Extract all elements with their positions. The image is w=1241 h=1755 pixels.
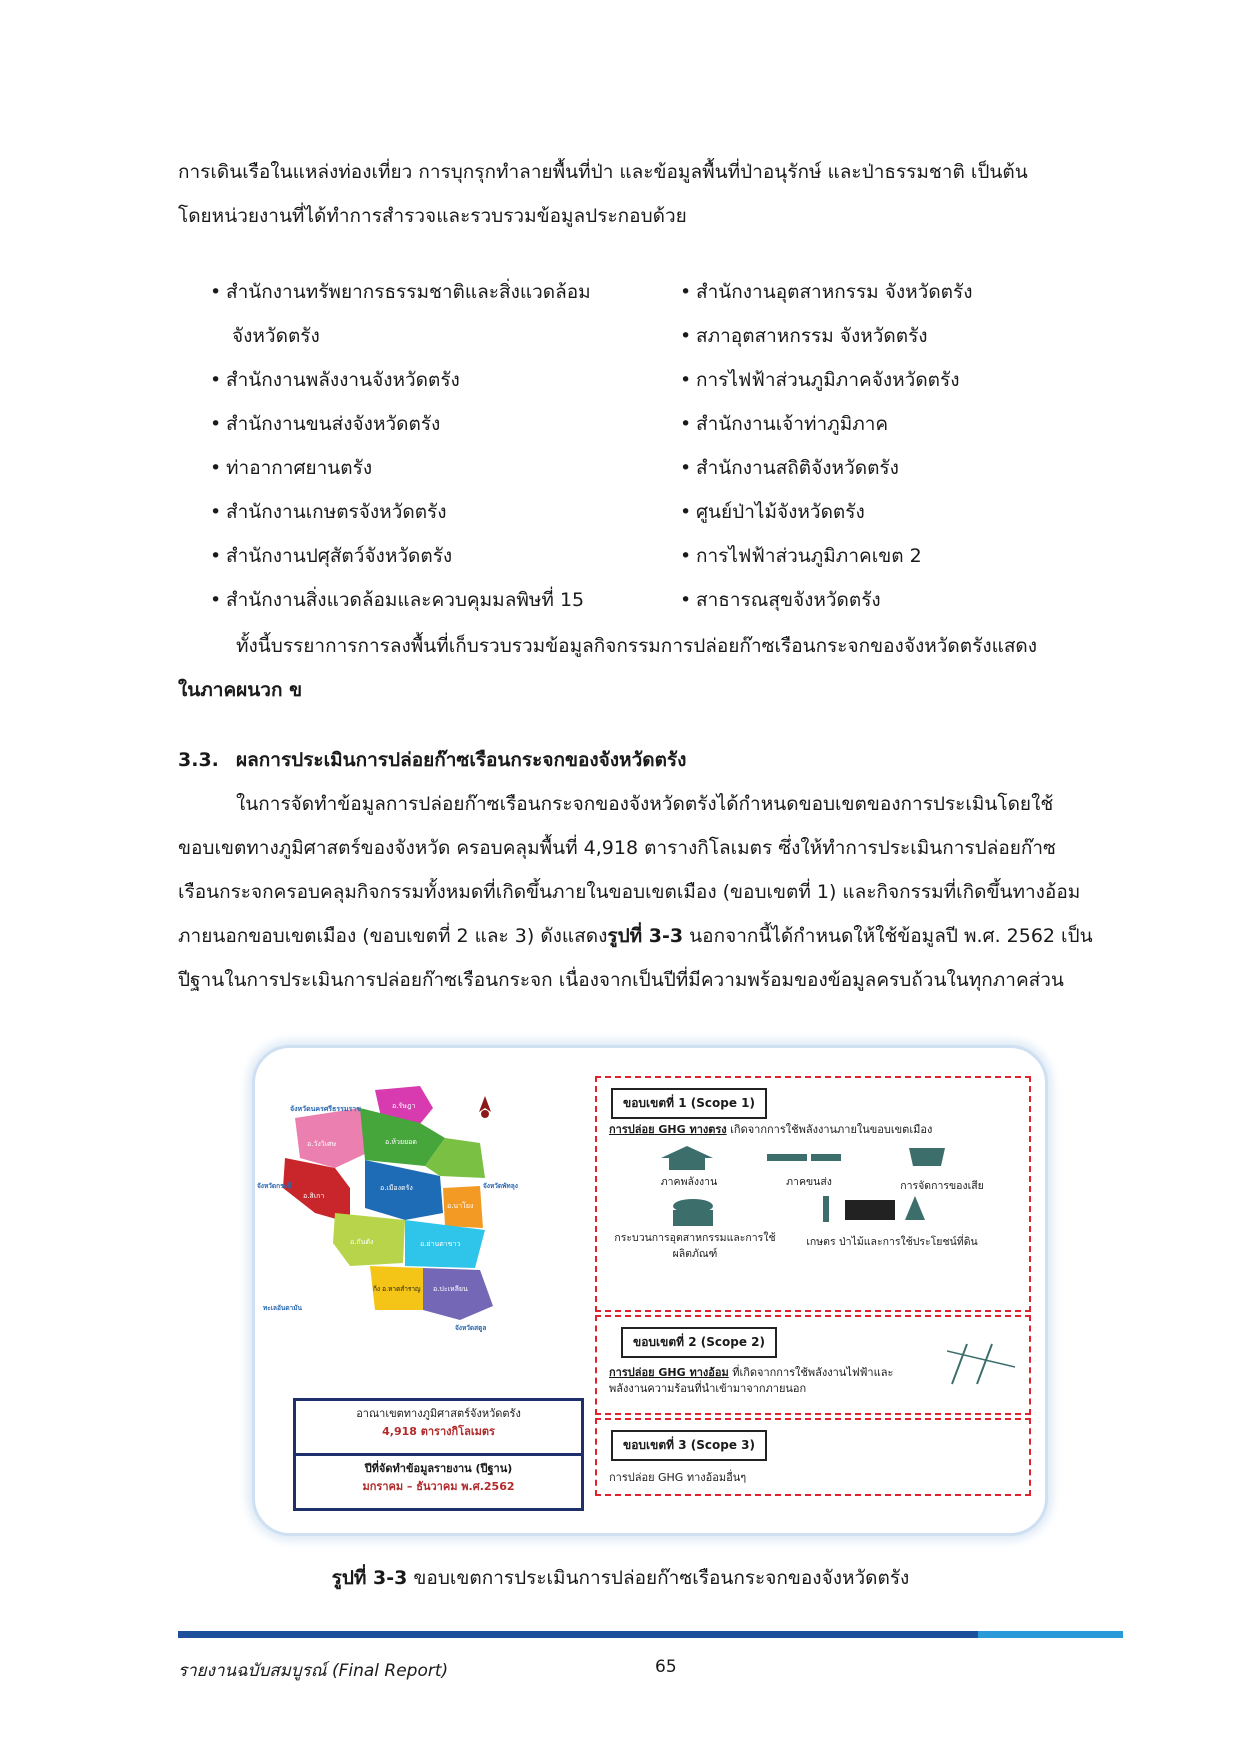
- scope-2-tag: ขอบเขตที่ 2 (Scope 2): [621, 1327, 777, 1358]
- caption-text: ขอบเขตการประเมินการปล่อยก๊าซเรือนกระจกของจังหวัดตรัง: [407, 1567, 910, 1589]
- body-paragraph: [178, 782, 1123, 1002]
- intro-line-1: การเดินเรือในแหล่งท่องเที่ยว การบุกรุกทำลายพื้นที่ป่า และข้อมูลพื้นที่ป่าอนุรักษ์ และป่าธรรมชาติ เป็นต้น: [178, 161, 1028, 183]
- sector-industry: กระบวนการอุตสาหกรรมและการใช้ผลิตภัณฑ์: [614, 1232, 776, 1260]
- map-label-district: อ.วังวิเศษ: [307, 1140, 337, 1148]
- agency-item: • สำนักงานอุตสาหกรรม จังหวัดตรัง: [680, 270, 1130, 314]
- agency-item: • สภาอุตสาหกรรม จังหวัดตรัง: [680, 314, 1130, 358]
- agency-item: • สำนักงานสิ่งแวดล้อมและควบคุมมลพิษที่ 15: [210, 578, 660, 622]
- map-label-west: จังหวัดกระบี่: [257, 1182, 292, 1190]
- scope-figure: [252, 1045, 1048, 1536]
- agency-item-continuation: จังหวัดตรัง: [232, 325, 320, 347]
- agency-item: • สำนักงานเกษตรจังหวัดตรัง: [210, 490, 660, 534]
- area-value: 4,918 ตารางกิโลเมตร: [382, 1425, 495, 1438]
- power-line-icon: [947, 1339, 1017, 1389]
- footer-report-title: รายงานฉบับสมบูรณ์ (Final Report): [178, 1661, 449, 1681]
- agency-item: • สำนักงานขนส่งจังหวัดตรัง: [210, 402, 660, 446]
- footer-rule-accent: [978, 1631, 1123, 1638]
- map-label-sea: ทะเลอันดามัน: [263, 1304, 302, 1312]
- map-label-district: อ.ห้วยยอด: [385, 1138, 417, 1146]
- body-line-4a: ภายนอกขอบเขตเมือง (ขอบเขตที่ 2 และ 3) ดังแสดง: [178, 925, 608, 947]
- caption-number: รูปที่ 3-3: [331, 1567, 408, 1589]
- sector-waste: การจัดการของเสีย: [900, 1180, 984, 1192]
- agency-item: • ท่าอากาศยานตรัง: [210, 446, 660, 490]
- scope-1-tag: ขอบเขตที่ 1 (Scope 1): [611, 1088, 767, 1119]
- agency-item: • ศูนย์ป่าไม้จังหวัดตรัง: [680, 490, 1130, 534]
- district-sikao: [283, 1158, 350, 1223]
- base-year-box: [293, 1453, 584, 1511]
- map-label-north: จังหวัดนครศรีธรรมราช: [290, 1105, 361, 1113]
- scope-1-description: [609, 1122, 932, 1138]
- map-label-district: อ.นาโยง: [447, 1202, 474, 1210]
- annex-reference: ในภาคผนวก ข: [178, 679, 303, 701]
- figure-reference: รูปที่ 3-3: [607, 925, 684, 947]
- footer-rule: [178, 1631, 978, 1638]
- agency-column-right: [680, 270, 1130, 622]
- base-year-value: มกราคม – ธันวาคม พ.ศ.2562: [362, 1480, 515, 1493]
- section-title: ผลการประเมินการปล่อยก๊าซเรือนกระจกของจังหวัดตรัง: [236, 749, 687, 771]
- agency-item: • สำนักงานทรัพยากรธรรมชาติและสิ่งแวดล้อม: [210, 270, 660, 314]
- intro-paragraph: [178, 150, 1123, 238]
- map-label-district: อ.ปะเหลียน: [433, 1285, 468, 1293]
- section-number: 3.3.: [178, 749, 219, 771]
- scope-3-box: [595, 1418, 1031, 1496]
- scope-2-text-line-2: พลังงานความร้อนที่นำเข้ามาจากภายนอก: [609, 1382, 807, 1395]
- sector-afolu: เกษตร ป่าไม้และการใช้ประโยชน์ที่ดิน: [806, 1236, 978, 1248]
- agriculture-icon: [815, 1192, 945, 1226]
- district-wang-wiset: [295, 1108, 367, 1168]
- annex-line-1: ทั้งนี้บรรยาการการลงพื้นที่เก็บรวบรวมข้อมูลกิจกรรมการปล่อยก๊าซเรือนกระจกของจังหวัดตรังแสดง: [236, 635, 1038, 657]
- map-label-district: อ.กันตัง: [350, 1238, 374, 1246]
- scope-2-text: ที่เกิดจากการใช้พลังงานไฟฟ้าและ: [728, 1366, 894, 1379]
- map-label-district: อ.สิเกา: [303, 1192, 325, 1200]
- agency-item: • สำนักงานสถิติจังหวัดตรัง: [680, 446, 1130, 490]
- scope-3-description: การปล่อย GHG ทางอ้อมอื่นๆ: [609, 1471, 747, 1484]
- agency-item: • สำนักงานเจ้าท่าภูมิภาค: [680, 402, 1130, 446]
- intro-line-2: โดยหน่วยงานที่ได้ทำการสำรวจและรวบรวมข้อมูลประกอบด้วย: [178, 205, 687, 227]
- body-line-3: เรือนกระจกครอบคลุมกิจกรรมทั้งหมดที่เกิดขึ้นภายในขอบเขตเมือง (ขอบเขตที่ 1) และกิจกรรมที่เกิดขึ้นทางอ้อม: [178, 881, 1081, 903]
- scope-2-description: [609, 1365, 893, 1397]
- map-label-district: อ.เมืองตรัง: [380, 1184, 413, 1192]
- section-heading: [178, 738, 686, 782]
- agency-item: • การไฟฟ้าส่วนภูมิภาคจังหวัดตรัง: [680, 358, 1130, 402]
- body-line-1: ในการจัดทำข้อมูลการปล่อยก๊าซเรือนกระจกของจังหวัดตรังได้กำหนดขอบเขตของการประเมินโดยใช้: [236, 793, 1054, 815]
- map-label-district: อ.ย่านตาขาว: [420, 1240, 461, 1248]
- map-label-south: จังหวัดสตูล: [455, 1324, 487, 1332]
- body-line-4c: นอกจากนี้ได้กำหนดให้ใช้ข้อมูลปี พ.ศ. 2562 เป็น: [683, 925, 1093, 947]
- agency-column-left: [210, 270, 660, 622]
- agency-item: • สำนักงานปศุสัตว์จังหวัดตรัง: [210, 534, 660, 578]
- map-label-district: กิ่ง อ.หาดสำราญ: [373, 1285, 421, 1293]
- scope-1-box: [595, 1076, 1031, 1312]
- scope-3-tag: ขอบเขตที่ 3 (Scope 3): [611, 1430, 767, 1461]
- page-number: 65: [655, 1657, 677, 1677]
- sector-energy: ภาคพลังงาน: [660, 1176, 718, 1188]
- scope-2-box: [595, 1315, 1031, 1415]
- trang-district-map: [255, 1048, 595, 1388]
- compass-icon: [479, 1096, 491, 1112]
- body-line-5: ปีฐานในการประเมินการปล่อยก๊าซเรือนกระจก เนื่องจากเป็นปีที่มีความพร้อมของข้อมูลครบถ้วนในทุกภาคส่วน: [178, 969, 1064, 991]
- body-line-2: ขอบเขตทางภูมิศาสตร์ของจังหวัด ครอบคลุมพื้นที่ 4,918 ตารางกิโลเมตร ซึ่งให้ทำการประเมินการปล่อยก๊าซ: [178, 837, 1056, 859]
- agency-item: • สาธารณสุขจังหวัดตรัง: [680, 578, 1130, 622]
- figure-caption: [0, 1563, 1241, 1593]
- annex-paragraph: [178, 624, 1123, 712]
- scope-1-emphasis: การปล่อย GHG ทางตรง: [609, 1123, 727, 1136]
- map-label-district: อ.รัษฎา: [392, 1102, 416, 1110]
- base-year-title: ปีที่จัดทำข้อมูลรายงาน (ปีฐาน): [364, 1462, 513, 1475]
- district-palian: [423, 1268, 493, 1320]
- sector-transport: ภาคขนส่ง: [786, 1176, 832, 1188]
- area-info-box: [293, 1398, 584, 1456]
- industry-icon: [667, 1198, 717, 1228]
- agency-item: • สำนักงานพลังงานจังหวัดตรัง: [210, 358, 660, 402]
- scope-2-emphasis: การปล่อย GHG ทางอ้อม: [609, 1366, 729, 1379]
- energy-icon: [657, 1144, 717, 1170]
- map-label-east: จังหวัดพัทลุง: [483, 1182, 518, 1190]
- agency-item: • การไฟฟ้าส่วนภูมิภาคเขต 2: [680, 534, 1130, 578]
- area-title: อาณาเขตทางภูมิศาสตร์จังหวัดตรัง: [356, 1407, 521, 1420]
- waste-icon: [907, 1146, 947, 1168]
- scope-1-text: เกิดจากการใช้พลังงานภายในขอบเขตเมือง: [726, 1123, 933, 1136]
- transport-icon: [765, 1150, 855, 1166]
